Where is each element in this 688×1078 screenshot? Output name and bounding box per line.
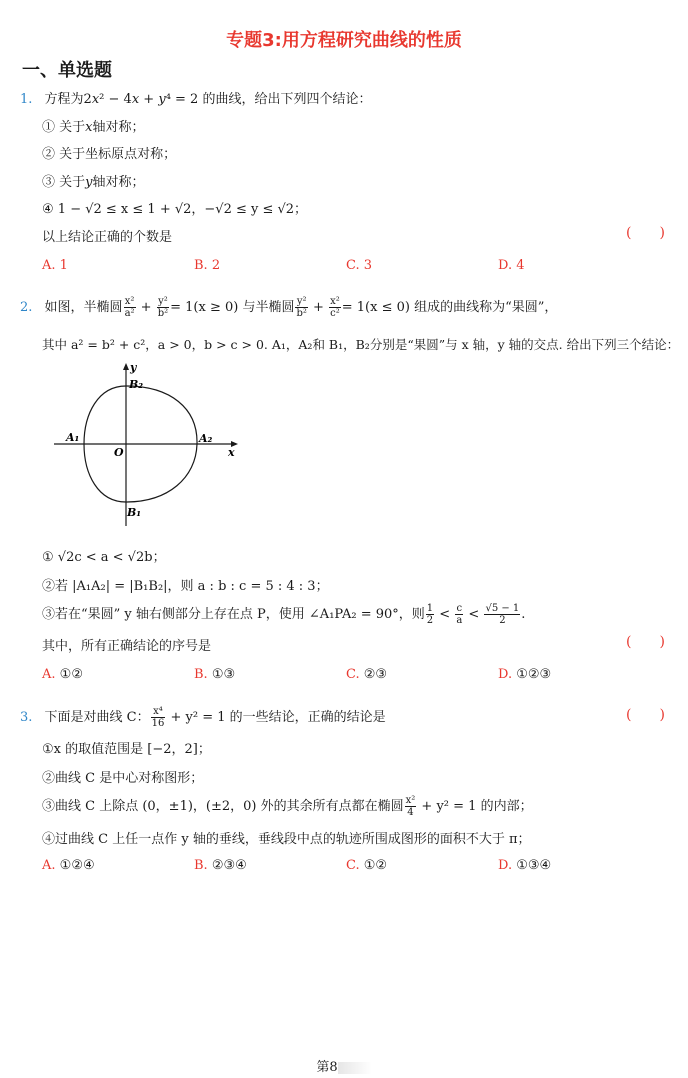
q2-statement-1: ① √2c < a < √2b； bbox=[42, 550, 166, 565]
q1-option-b[interactable]: B. 2 bbox=[194, 258, 221, 273]
q3-statement-1: ①x 的取值范围是 [−2，2]； bbox=[42, 742, 211, 757]
page-footer bbox=[0, 1056, 688, 1075]
q1-number: 1. bbox=[20, 92, 33, 107]
q2-question: 其中，所有正确结论的序号是 bbox=[42, 639, 212, 654]
q1-answer-blank: ( ) bbox=[626, 225, 665, 241]
q2-number: 2. bbox=[20, 300, 33, 315]
q2-statement-3: ③若在“果圆” y 轴右侧部分上存在点 P，使用 ∠A₁PA₂ = 90°，则 $\frac{1}{2}$ < $\frac{c}{a}$ < $\frac{√5 - 1}{2}$ . bbox=[42, 603, 526, 626]
q1-statement-1: ① 关于x轴对称； bbox=[42, 120, 145, 135]
q1-statement-3: ③ 关于y轴对称； bbox=[42, 175, 145, 190]
q3-answer-blank: ( ) bbox=[626, 707, 665, 723]
q3-statement-3: ③曲线 C 上除点 (0，±1)，(±2，0) 外的其余所有点都在椭圆 $\frac{\text{x²}}{4}$ + y² = 1 的内部； bbox=[42, 795, 533, 818]
q2-answer-blank: ( ) bbox=[626, 634, 665, 650]
y-axis-arrow bbox=[123, 363, 129, 370]
q1-option-d[interactable]: D. 4 bbox=[498, 258, 525, 273]
q2-stem: 2. 如图，半椭圆 $\frac{\text{x²}}{\text{a²}}$ + $\frac{\text{y²}}{\text{b²}}$ = 1(x ≥ 0) 与半椭圆 $\frac{\text{y²}}{\text{b²}}$ + $\frac{\text{x²}}{\text{c²}}$ = 1(x ≤ 0) 组成的曲线称为“果圆”， bbox=[20, 296, 558, 319]
label-a1: A₁ bbox=[66, 431, 80, 444]
q2-option-c[interactable]: C. ②③ bbox=[346, 667, 388, 682]
label-a2: A₂ bbox=[199, 432, 213, 445]
page-number: 第8 bbox=[316, 1060, 338, 1075]
q3-option-c[interactable]: C. ①② bbox=[346, 858, 388, 873]
label-b1: B₁ bbox=[127, 506, 142, 519]
q2-context: 其中 a² = b² + c²，a > 0，b > c > 0. A₁，A₂和 B₁，B₂分别是“果圆”与 x 轴，y 轴的交点. 给出下列三个结论： bbox=[42, 337, 680, 352]
label-b2: B₂ bbox=[129, 378, 144, 391]
q3-option-d[interactable]: D. ①③④ bbox=[498, 858, 552, 873]
label-y: y bbox=[130, 361, 137, 374]
q1-question: 以上结论正确的个数是 bbox=[42, 230, 173, 245]
q2-option-a[interactable]: A. ①② bbox=[42, 667, 83, 682]
q1-option-a[interactable]: A. 1 bbox=[42, 258, 68, 273]
q2-option-d[interactable]: D. ①②③ bbox=[498, 667, 552, 682]
q1-option-c[interactable]: C. 3 bbox=[346, 258, 373, 273]
q2-statement-2: ②若 |A₁A₂| = |B₁B₂|，则 a : b : c = 5 : 4 : 3； bbox=[42, 579, 329, 594]
label-origin: O bbox=[114, 446, 124, 459]
q3-option-b[interactable]: B. ②③④ bbox=[194, 858, 247, 873]
q3-statement-2: ②曲线 C 是中心对称图形； bbox=[42, 771, 204, 786]
fruit-circle-figure bbox=[50, 360, 250, 530]
page-title: 专题3:用方程研究曲线的性质 bbox=[226, 30, 462, 51]
q1-stem: 1. 方程为2x² − 4x + y⁴ = 2 的曲线，给出下列四个结论： bbox=[20, 92, 372, 107]
q1-statement-4: ④ 1 − √2 ≤ x ≤ 1 + √2，−√2 ≤ y ≤ √2； bbox=[42, 202, 308, 217]
q3-option-a[interactable]: A. ①②④ bbox=[42, 858, 95, 873]
section-heading: 一、单选题 bbox=[22, 60, 112, 81]
q1-statement-2: ② 关于坐标原点对称； bbox=[42, 147, 177, 162]
q3-number: 3. bbox=[20, 710, 33, 725]
label-x: x bbox=[228, 446, 235, 459]
q3-statement-4: ④过曲线 C 上任一点作 y 轴的垂线，垂线段中点的轨迹所围成图形的面积不大于 π； bbox=[42, 832, 531, 847]
footer-fade bbox=[338, 1062, 372, 1074]
q2-option-b[interactable]: B. ①③ bbox=[194, 667, 236, 682]
q3-stem: 3. 下面是对曲线 C： $\frac{\text{x⁴}}{16}$ + y² = 1 的一些结论，正确的结论是 bbox=[20, 706, 386, 729]
